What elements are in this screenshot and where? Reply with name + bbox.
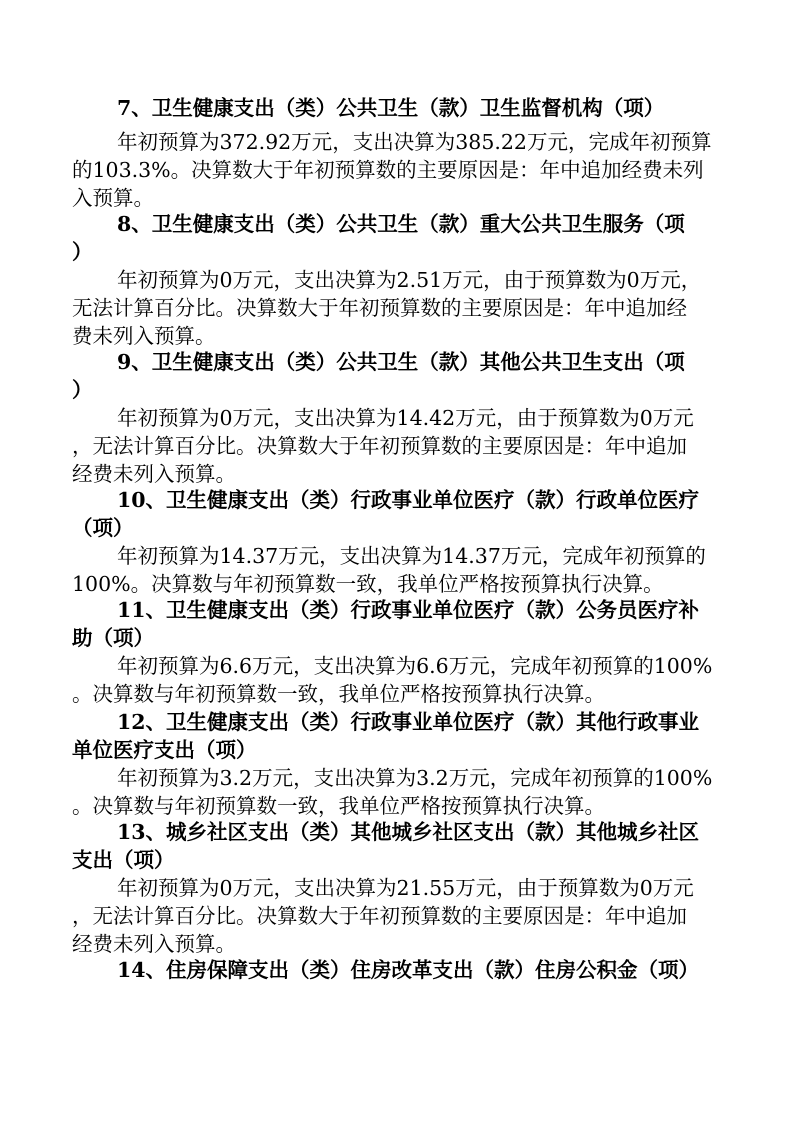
section-12-body-line-1: 年初预算为3.2万元，支出决算为3.2万元，完成年初预算的100% — [117, 766, 713, 790]
section-12-heading: 12、卫生健康支出（类）行政事业单位医疗（款）其他行政事业 — [117, 710, 700, 734]
section-7-body-line-2: 的103.3%。决算数大于年初预算数的主要原因是：年中追加经费未列 — [72, 158, 704, 182]
section-10-heading: 10、卫生健康支出（类）行政事业单位医疗（款）行政单位医疗 — [117, 488, 700, 512]
section-11-body-line-2: 。决算数与年初预算数一致，我单位严格按预算执行决算。 — [72, 682, 605, 706]
section-7-body-line-1: 年初预算为372.92万元，支出决算为385.22万元，完成年初预算 — [117, 130, 712, 154]
section-13-body-line-1: 年初预算为0万元，支出决算为21.55万元，由于预算数为0万元 — [117, 876, 694, 900]
section-8-body-line-3: 费未列入预算。 — [72, 324, 216, 348]
section-9-body-line-2: ，无法计算百分比。决算数大于年初预算数的主要原因是：年中追加 — [72, 434, 687, 458]
section-7-heading: 7、卫生健康支出（类）公共卫生（款）卫生监督机构（项） — [117, 96, 665, 120]
section-9-body-line-1: 年初预算为0万元，支出决算为14.42万元，由于预算数为0万元 — [117, 406, 694, 430]
section-13-body-line-3: 经费未列入预算。 — [72, 932, 236, 956]
section-10-body-line-2: 100%。决算数与年初预算数一致，我单位严格按预算执行决算。 — [72, 572, 664, 596]
section-10-heading-cont: （项） — [72, 516, 134, 540]
section-13-body-line-2: ，无法计算百分比。决算数大于年初预算数的主要原因是：年中追加 — [72, 904, 687, 928]
section-8-heading-cont: ） — [72, 240, 93, 264]
section-11-heading: 11、卫生健康支出（类）行政事业单位医疗（款）公务员医疗补 — [117, 598, 700, 622]
section-13-heading: 13、城乡社区支出（类）其他城乡社区支出（款）其他城乡社区 — [117, 820, 700, 844]
section-8-body-line-2: 无法计算百分比。决算数大于年初预算数的主要原因是：年中追加经 — [72, 296, 687, 320]
section-9-heading: 9、卫生健康支出（类）公共卫生（款）其他公共卫生支出（项 — [117, 350, 685, 374]
section-11-heading-cont: 助（项） — [72, 626, 154, 650]
section-7-body-line-3: 入预算。 — [72, 186, 154, 210]
section-13-heading-cont: 支出（项） — [72, 848, 175, 872]
section-10-body-line-1: 年初预算为14.37万元，支出决算为14.37万元，完成年初预算的 — [117, 544, 706, 568]
section-8-body-line-1: 年初预算为0万元，支出决算为2.51万元，由于预算数为0万元， — [117, 268, 702, 292]
section-9-heading-cont: ） — [72, 378, 93, 402]
section-12-body-line-2: 。决算数与年初预算数一致，我单位严格按预算执行决算。 — [72, 794, 605, 818]
section-9-body-line-3: 经费未列入预算。 — [72, 462, 236, 486]
section-8-heading: 8、卫生健康支出（类）公共卫生（款）重大公共卫生服务（项 — [117, 212, 685, 236]
section-11-body-line-1: 年初预算为6.6万元，支出决算为6.6万元，完成年初预算的100% — [117, 654, 713, 678]
section-14-heading: 14、住房保障支出（类）住房改革支出（款）住房公积金（项） — [117, 958, 700, 982]
section-12-heading-cont: 单位医疗支出（项） — [72, 738, 257, 762]
